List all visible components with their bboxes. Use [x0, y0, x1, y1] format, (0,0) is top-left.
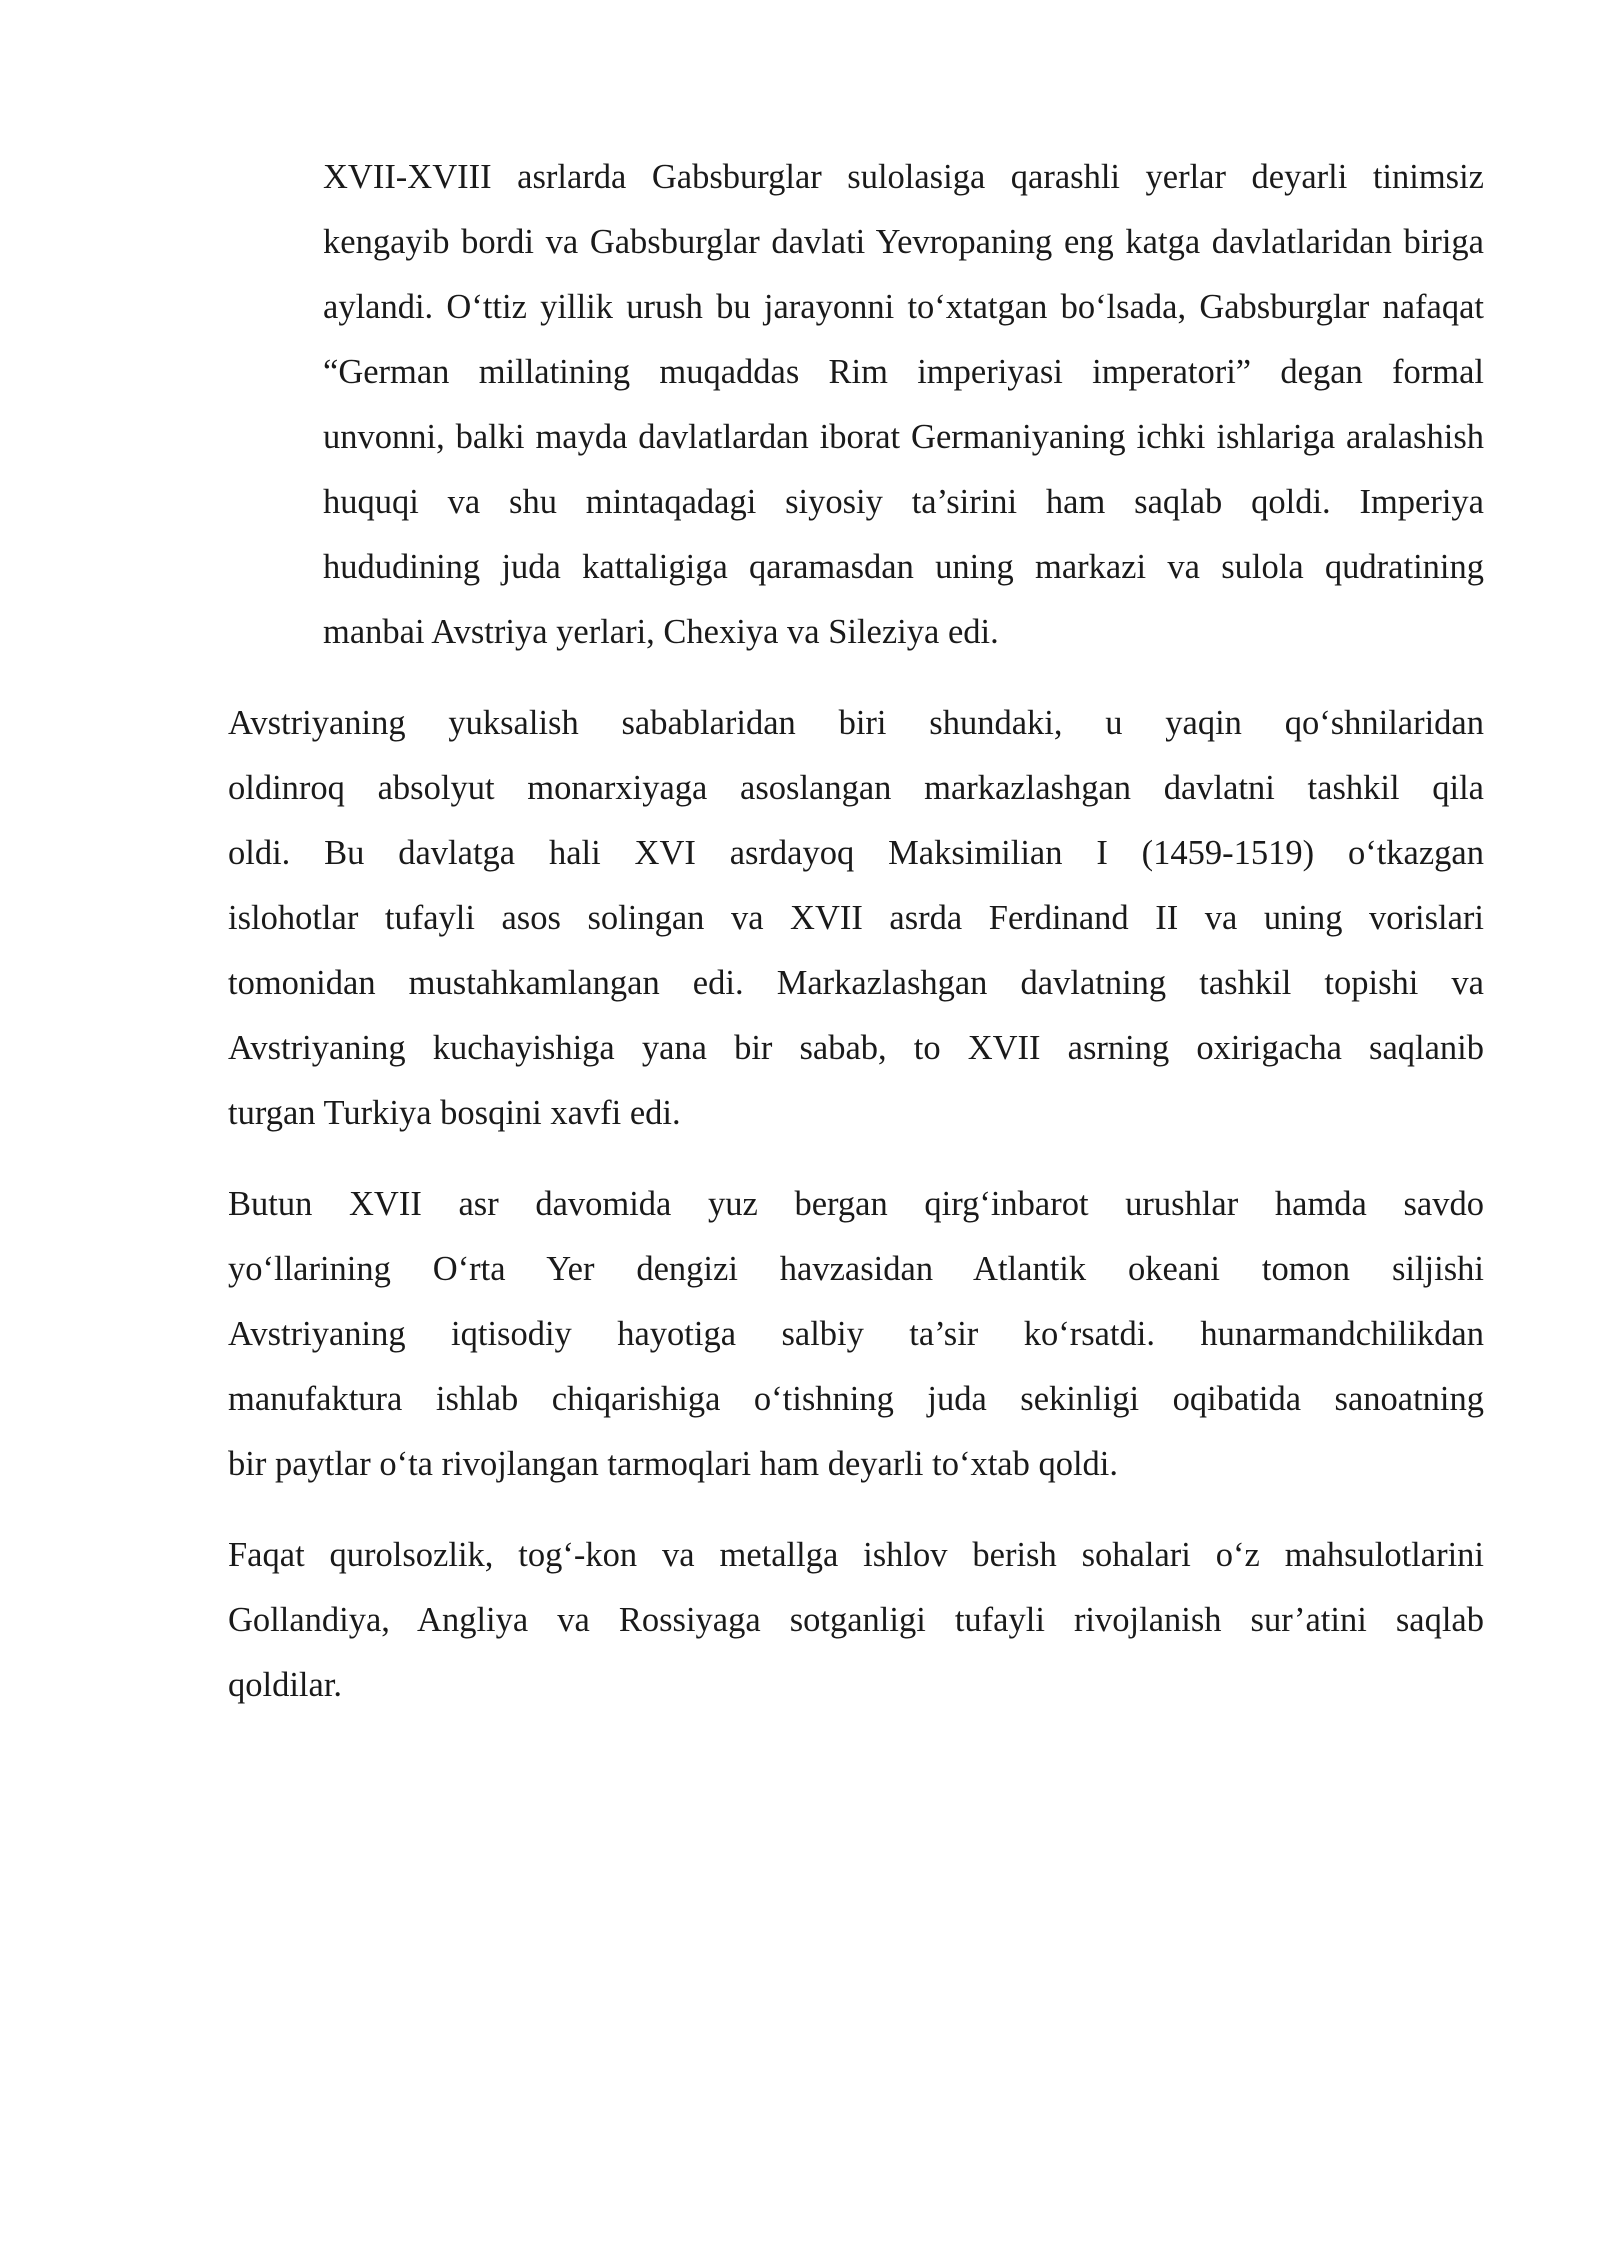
text-line: tomonidan mustahkamlangan edi. Markazlashgan davlatning tashkil topishi va [228, 964, 1484, 1002]
text-line: hududining juda kattaligiga qaramasdan uning markazi va sulola qudratining [323, 548, 1484, 586]
text-line: Avstriyaning iqtisodiy hayotiga salbiy ta’sir ko‘rsatdi. hunarmandchilikdan [228, 1315, 1484, 1353]
text-line: qoldilar. [228, 1666, 343, 1704]
text-line: oldi. Bu davlatga hali XVI asrdayoq Maksimilian I (1459-1519) o‘tkazgan [228, 834, 1484, 872]
text-line: “German millatining muqaddas Rim imperiyasi imperatori” degan formal [323, 353, 1484, 391]
paragraph-industry-exceptions [228, 1523, 1484, 1718]
text-line: bir paytlar o‘ta rivojlangan tarmoqlari ham deyarli to‘xtab qoldi. [228, 1445, 1119, 1483]
text-line: turgan Turkiya bosqini xavfi edi. [228, 1094, 681, 1132]
paragraph-austria-rise [228, 691, 1484, 1146]
text-line: Butun XVII asr davomida yuz bergan qirg‘inbarot urushlar hamda savdo [228, 1185, 1484, 1223]
paragraph-habsburg-expansion [228, 145, 1484, 665]
text-line: oldinroq absolyut monarxiyaga asoslangan markazlashgan davlatni tashkil qila [228, 769, 1484, 807]
text-line: Gollandiya, Angliya va Rossiyaga sotganligi tufayli rivojlanish sur’atini saqlab [228, 1601, 1484, 1639]
text-line: huquqi va shu mintaqadagi siyosiy ta’sirini ham saqlab qoldi. Imperiya [323, 483, 1484, 521]
paragraph-economic-decline [228, 1172, 1484, 1497]
text-line: manufaktura ishlab chiqarishiga o‘tishning juda sekinligi oqibatida sanoatning [228, 1380, 1484, 1418]
text-line: unvonni, balki mayda davlatlardan iborat Germaniyaning ichki ishlariga aralashish [323, 418, 1484, 456]
text-line: kengayib bordi va Gabsburglar davlati Yevropaning eng katga davlatlaridan biriga [323, 223, 1484, 261]
body-text [228, 145, 1484, 1744]
text-line: manbai Avstriya yerlari, Chexiya va Sileziya edi. [323, 613, 999, 651]
text-line: Faqat qurolsozlik, tog‘-kon va metallga ishlov berish sohalari o‘z mahsulotlarini [228, 1536, 1484, 1574]
text-line: islohotlar tufayli asos solingan va XVII asrda Ferdinand II va uning vorislari [228, 899, 1484, 937]
text-line: yo‘llarining O‘rta Yer dengizi havzasidan Atlantik okeani tomon siljishi [228, 1250, 1484, 1288]
text-line: Avstriyaning kuchayishiga yana bir sabab, to XVII asrning oxirigacha saqlanib [228, 1029, 1484, 1067]
text-line: XVII-XVIII asrlarda Gabsburglar sulolasiga qarashli yerlar deyarli tinimsiz [323, 158, 1484, 196]
text-line: Avstriyaning yuksalish sabablaridan biri shundaki, u yaqin qo‘shnilaridan [228, 704, 1484, 742]
text-line: aylandi. O‘ttiz yillik urush bu jarayonni to‘xtatgan bo‘lsada, Gabsburglar nafaqat [323, 288, 1484, 326]
